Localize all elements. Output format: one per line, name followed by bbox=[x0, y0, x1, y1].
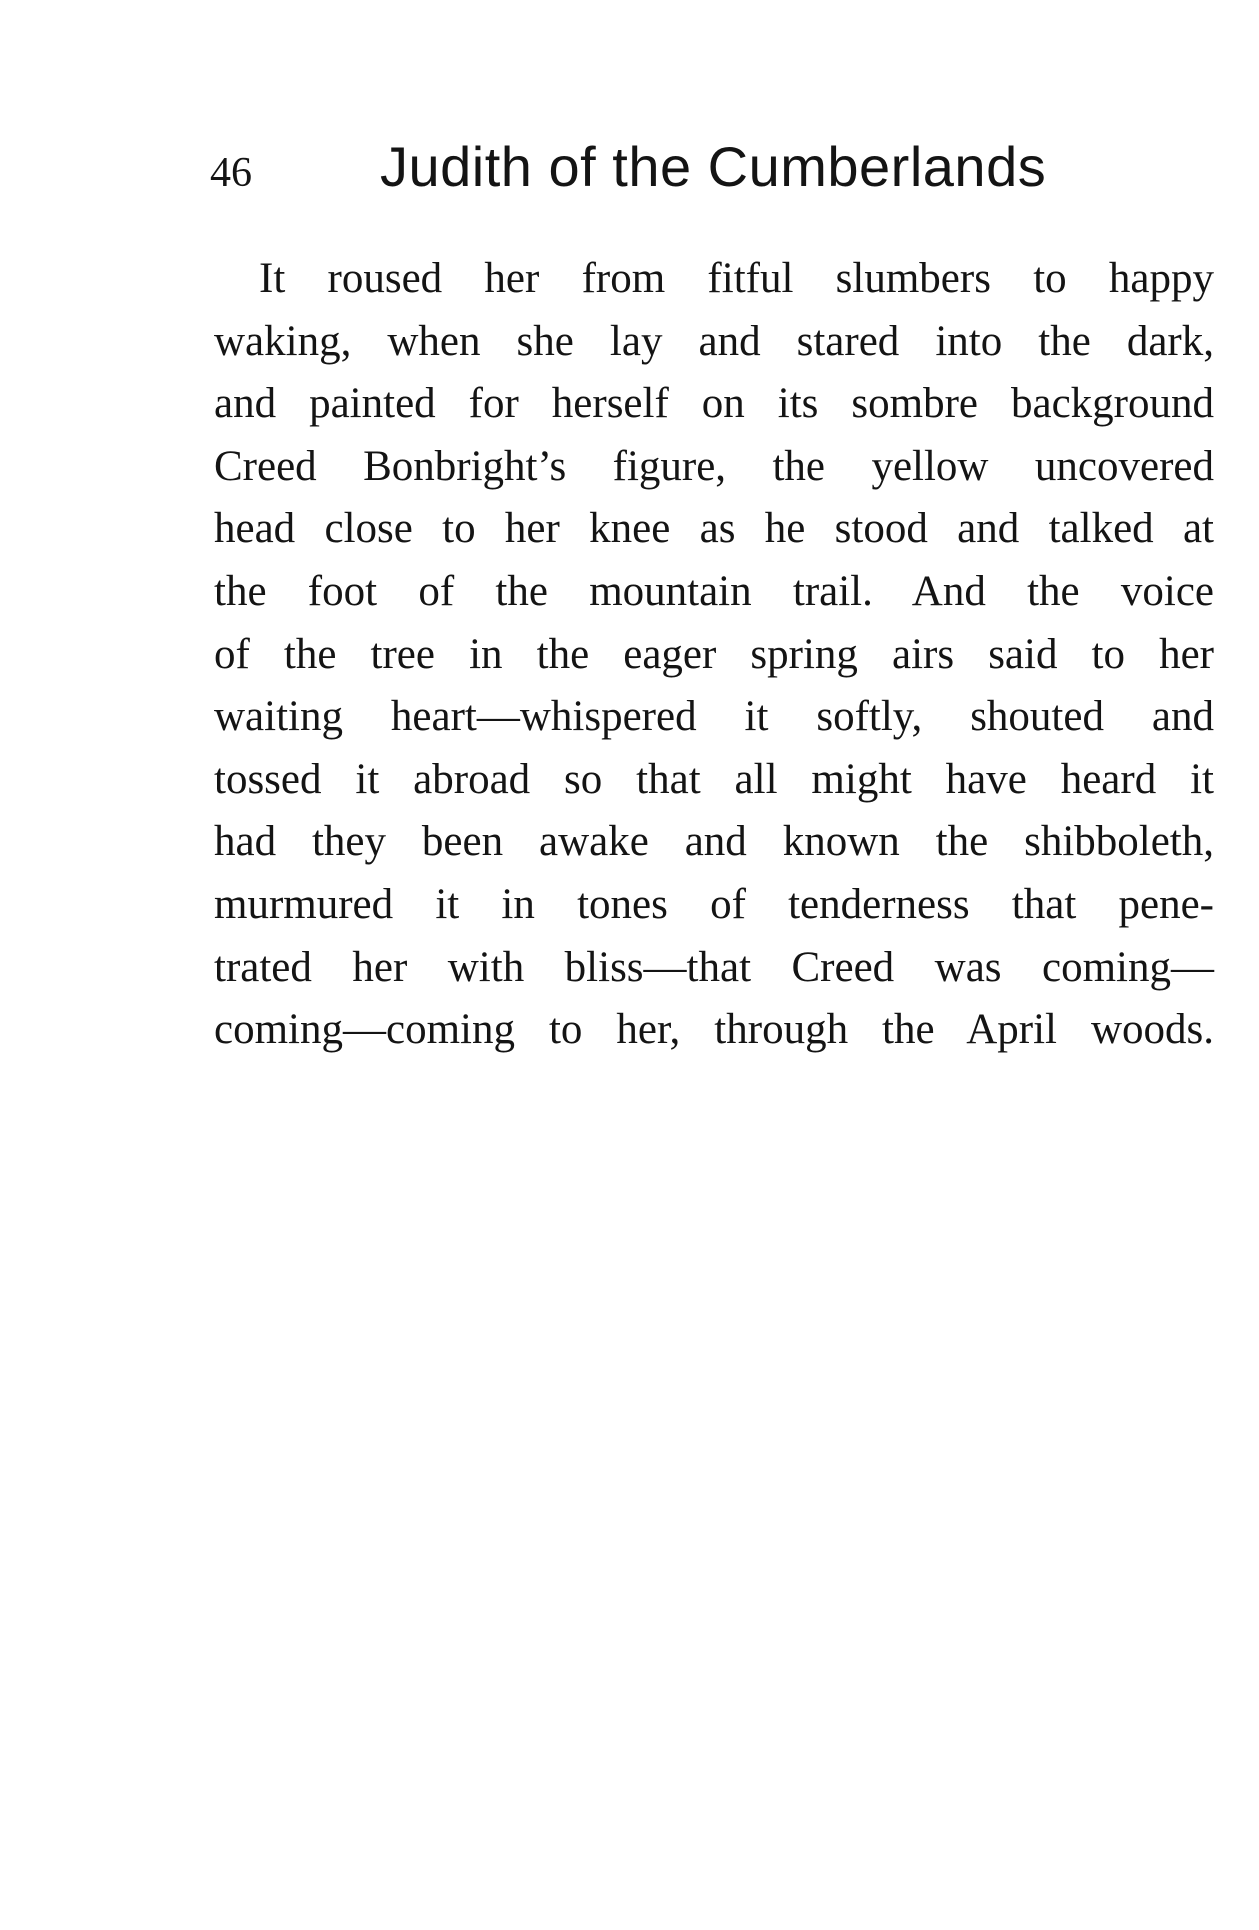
text-line: waking, when she lay and stared into the dark, bbox=[214, 317, 1214, 365]
text-line: trated her with bliss—that Creed was coming— bbox=[214, 943, 1214, 991]
page-number: 46 bbox=[210, 150, 252, 196]
text-line: the foot of the mountain trail. And the voice bbox=[214, 567, 1214, 615]
text-line: of the tree in the eager spring airs said to her bbox=[214, 630, 1214, 678]
text-line: coming—coming to her, through the April woods. bbox=[214, 1006, 1214, 1054]
text-line: murmured it in tones of tenderness that pene- bbox=[214, 880, 1214, 928]
running-head bbox=[210, 135, 1110, 205]
text-line: Creed Bonbright’s figure, the yellow uncovered bbox=[214, 442, 1214, 490]
text-line: It roused her from fitful slumbers to happy bbox=[259, 255, 1214, 302]
text-line: tossed it abroad so that all might have heard it bbox=[214, 755, 1214, 803]
book-title: Judith of the Cumberlands bbox=[380, 135, 1047, 198]
text-line: waiting heart—whispered it softly, shouted and bbox=[214, 693, 1214, 741]
text-line: and painted for herself on its sombre background bbox=[214, 380, 1214, 428]
text-line: head close to her knee as he stood and talked at bbox=[214, 505, 1214, 553]
paragraph bbox=[214, 248, 1214, 1062]
text-line: had they been awake and known the shibboleth, bbox=[214, 818, 1214, 866]
